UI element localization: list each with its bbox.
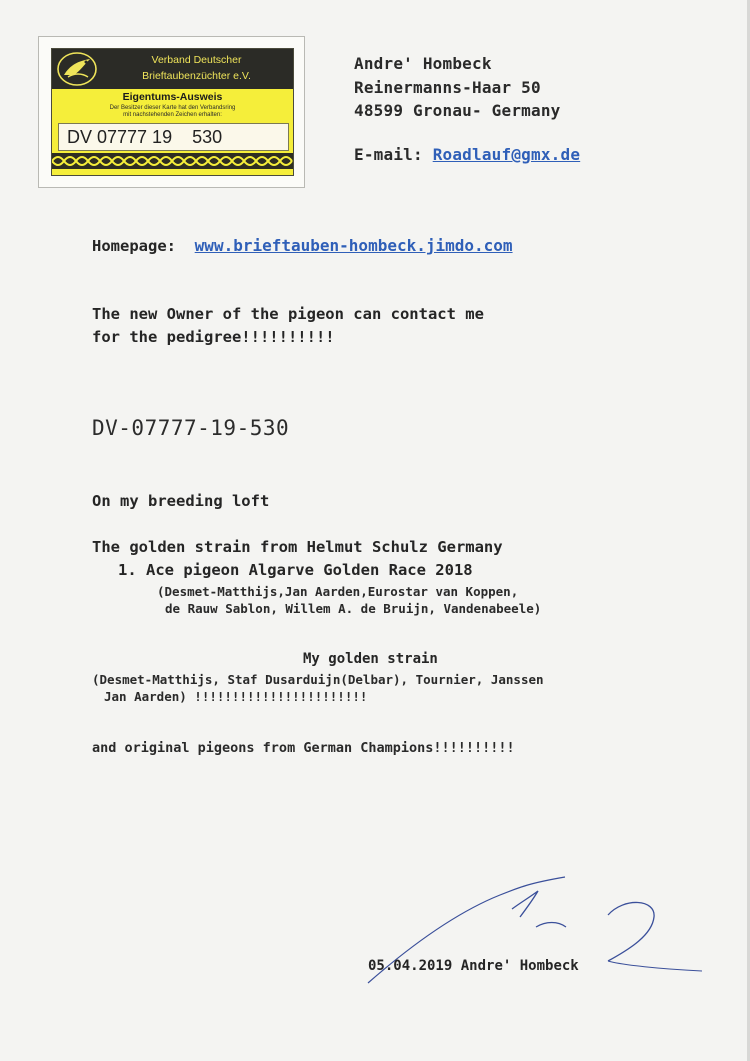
id-card-small-line1: Der Besitzer dieser Karte hat den Verbandsring bbox=[109, 105, 236, 111]
footer-name: Andre' Hombeck bbox=[460, 958, 579, 974]
notice-line2: for the pedigree!!!!!!!!!! bbox=[92, 328, 335, 346]
id-card-org bbox=[104, 52, 289, 84]
notice-line1: The new Owner of the pigeon can contact me bbox=[92, 305, 484, 323]
original-pigeons: and original pigeons from German Champions!!!!!!!!!! bbox=[92, 740, 515, 756]
strain-line1: The golden strain from Helmut Schulz Germany bbox=[92, 538, 503, 556]
strain-line4: de Rauw Sablon, Willem A. de Bruijn, Vandenabeele) bbox=[165, 601, 542, 616]
id-card-header bbox=[52, 49, 293, 89]
strain-line3: (Desmet-Matthijs,Jan Aarden,Eurostar van Koppen, bbox=[157, 584, 519, 599]
id-card-ring-number: DV 07777 19 530 bbox=[58, 123, 289, 151]
email-link[interactable]: Roadlauf@gmx.de bbox=[432, 145, 581, 164]
owner-street: Reinermanns-Haar 50 bbox=[354, 78, 541, 97]
homepage-row bbox=[92, 236, 513, 255]
golden-line1: (Desmet-Matthijs, Staf Dusarduijn(Delbar), Tournier, Janssen bbox=[92, 672, 544, 687]
email-label: E-mail: bbox=[354, 145, 423, 164]
golden-line2: Jan Aarden) !!!!!!!!!!!!!!!!!!!!!!! bbox=[104, 689, 368, 704]
breeding-loft: On my breeding loft bbox=[92, 492, 270, 510]
card-ornament-pattern bbox=[52, 153, 293, 169]
id-card bbox=[51, 48, 294, 176]
footer-date: 05.04.2019 bbox=[368, 958, 453, 974]
email-row bbox=[354, 145, 580, 164]
id-card-org-line1: Verband Deutscher bbox=[151, 54, 242, 66]
id-card-title: Eigentums-Ausweis bbox=[122, 91, 223, 103]
footer-line bbox=[368, 958, 579, 974]
id-card-small-text bbox=[52, 105, 293, 119]
strain-line2: 1. Ace pigeon Algarve Golden Race 2018 bbox=[118, 561, 473, 579]
homepage-link[interactable]: www.brieftauben-hombeck.jimdo.com bbox=[194, 236, 513, 255]
id-card-mount bbox=[38, 36, 305, 188]
ring-number-heading: DV-07777-19-530 bbox=[92, 416, 290, 440]
homepage-label: Homepage: bbox=[92, 237, 176, 255]
id-card-small-line2: mit nachstehenden Zeichen erhalten: bbox=[123, 112, 222, 118]
pigeon-logo-icon bbox=[56, 51, 98, 87]
owner-city: 48599 Gronau- Germany bbox=[354, 101, 561, 120]
id-card-org-line2: Brieftaubenzüchter e.V. bbox=[142, 70, 251, 82]
owner-name: Andre' Hombeck bbox=[354, 54, 492, 73]
golden-heading: My golden strain bbox=[303, 651, 438, 667]
